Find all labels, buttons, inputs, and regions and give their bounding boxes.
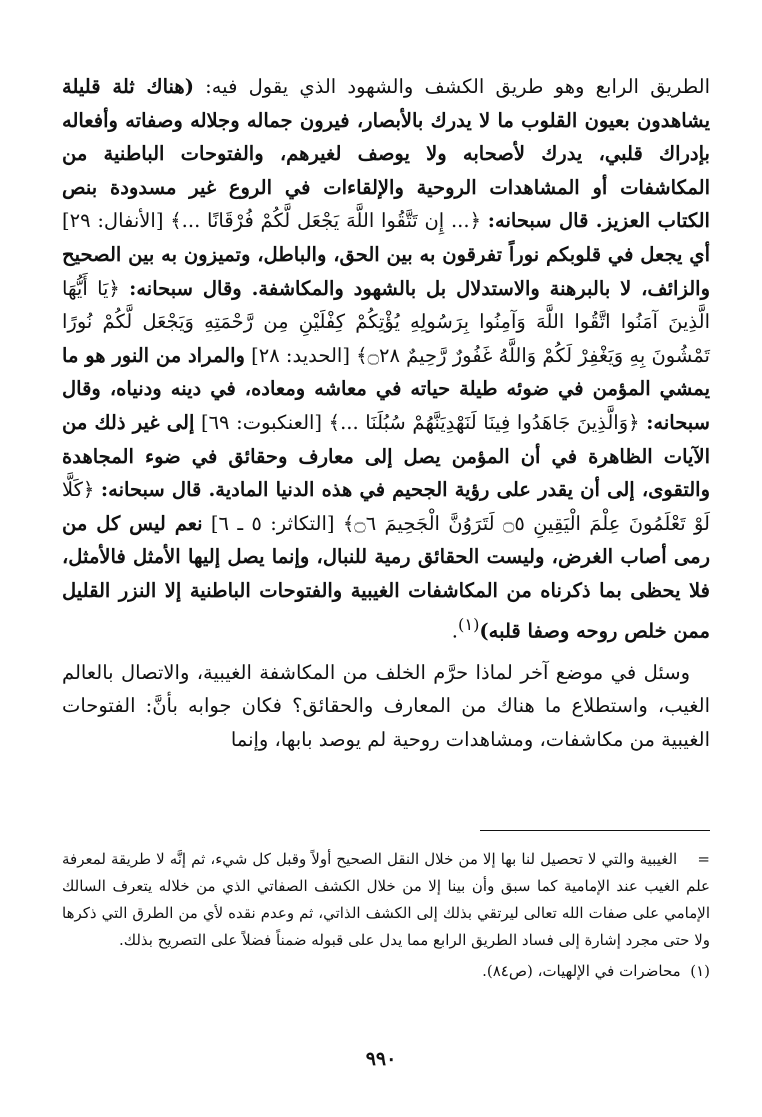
footnote-divider [480, 830, 710, 831]
verse-reference: [التكاثر: ٥ ـ ٦] [210, 511, 335, 535]
quote-text: إلى غير ذلك من الآيات الظاهرة في أن المؤمن يصل إلى معارف وحقائق في ضوء المجاهدة والتقوى، إلى أن يقدر على رؤية الجحيم في هذه الدنيا المادية. قال سبحانه: [62, 410, 710, 502]
quran-verse: ﴿كَلَّا لَوْ تَعْلَمُونَ عِلْمَ الْيَقِينِ ۝٥ لَتَرَوُنَّ الْجَحِيمَ ۝٦﴾ [62, 478, 710, 535]
verse-reference: [الحديد: ٢٨] [251, 343, 350, 367]
continuation-marker: = [697, 850, 710, 868]
quote-text: نعم ليس كل من رمى أصاب الغرض، وليست الحقائق رمية للنبال، وإنما يصل إليها الأمثل فالأمثل، فلا يحظى بما ذكرناه من المكاشفات الغيبية والفتوحات الباطنية إلا النزر القليل ممن خلص روحه وصفا قلبه) [62, 511, 710, 642]
intro-text: الطريق الرابع وهو طريق الكشف والشهود الذي يقول فيه: [205, 75, 710, 98]
footnotes [62, 846, 710, 985]
quote-text: أي يجعل في قلوبكم نوراً تفرقون به بين الحق، والباطل، وتميزون به بين الصحيح والزائف، لا بالبرهنة والاستدلال بل بالشهود والمكاشفة. وقال سبحانه: [62, 242, 710, 300]
quran-verse: ﴿وَالَّذِينَ جَاهَدُوا فِينَا لَنَهْدِيَنَّهُمْ سُبُلَنَا ...﴾ [328, 410, 640, 434]
verse-reference: [الأنفال: ٢٩] [62, 209, 164, 233]
continuation-text: الغيبية والتي لا تحصيل لنا بها إلا من خلال النقل الصحيح أولاً وقبل كل شيء، ثم إنَّه لا طريقة لمعرفة علم الغيب عند الإمامية كما سبق وأن بينا إلا من خلال الكشف الصفاتي الذي من خلاله يتعرف السالك الإمامي على صفات الله تعالى ليرتقي بذلك إلى الكشف الذاتي، ثم وعدم نقده لأي من الطرق التي ذكرها ولا حتى مجرد إشارة إلى فساد الطريق الرابع مما يدل على قبوله ضمناً فضلاً على التصريح بذلك. [62, 850, 710, 949]
paragraph-quote [62, 70, 710, 648]
quote-text: (هناك ثلة قليلة يشاهدون بعيون القلوب ما لا يدرك بالأبصار، فيرون جماله وجلاله وصفاته وأفعاله بإدراك قلبي، يدرك لأصحابه ولا يوصف لغيرهم، والفتوحات الباطنية من المكاشفات أو المشاهدات الروحية والإلقاءات في الروع غير مسدودة بنص الكتاب العزيز. قال سبحانه: [62, 75, 710, 233]
period: . [451, 619, 458, 642]
verse-reference: [العنكبوت: ٦٩] [200, 410, 323, 434]
footnote-1 [62, 958, 710, 985]
quran-verse: ﴿... إِن تَتَّقُوا اللَّهَ يَجْعَل لَّكُمْ فُرْقَانًا ...﴾ [170, 209, 482, 233]
footnote-marker[interactable]: (١) [457, 614, 480, 634]
quote-text: والمراد من النور هو ما يمشي المؤمن في ضوئه طيلة حياته في معاشه ومعاده، في دينه ودنياه، وقال سبحانه: [62, 343, 711, 434]
page-number: ٩٩٠ [365, 1048, 397, 1070]
main-text [62, 70, 710, 756]
footnote-continuation [62, 846, 710, 954]
footnote-number: (١) [690, 962, 710, 980]
footnote-text: محاضرات في الإلهيات، (ص٨٤). [482, 962, 681, 980]
quran-verse: ﴿يَا أَيُّهَا الَّذِينَ آمَنُوا اتَّقُوا اللَّهَ وَآمِنُوا بِرَسُولِهِ يُؤْتِكُمْ كِفْلَيْنِ مِن رَّحْمَتِهِ وَيَجْعَل لَّكُمْ نُورًا تَمْشُونَ بِهِ وَيَغْفِرْ لَكُمْ وَاللَّهُ غَفُورٌ رَّحِيمٌ ۝٢٨﴾ [62, 276, 710, 367]
paragraph-second: وسئل في موضع آخر لماذا حرَّم الخلف من المكاشفة الغيبية، والاتصال بالعالم الغيب، واستطلاع ما هناك من المعارف والحقائق؟ فكان جوابه بأنَّ: الفتوحات الغيبية من مكاشفات، ومشاهدات روحية لم يوصد بابها، وإنما [62, 660, 710, 751]
